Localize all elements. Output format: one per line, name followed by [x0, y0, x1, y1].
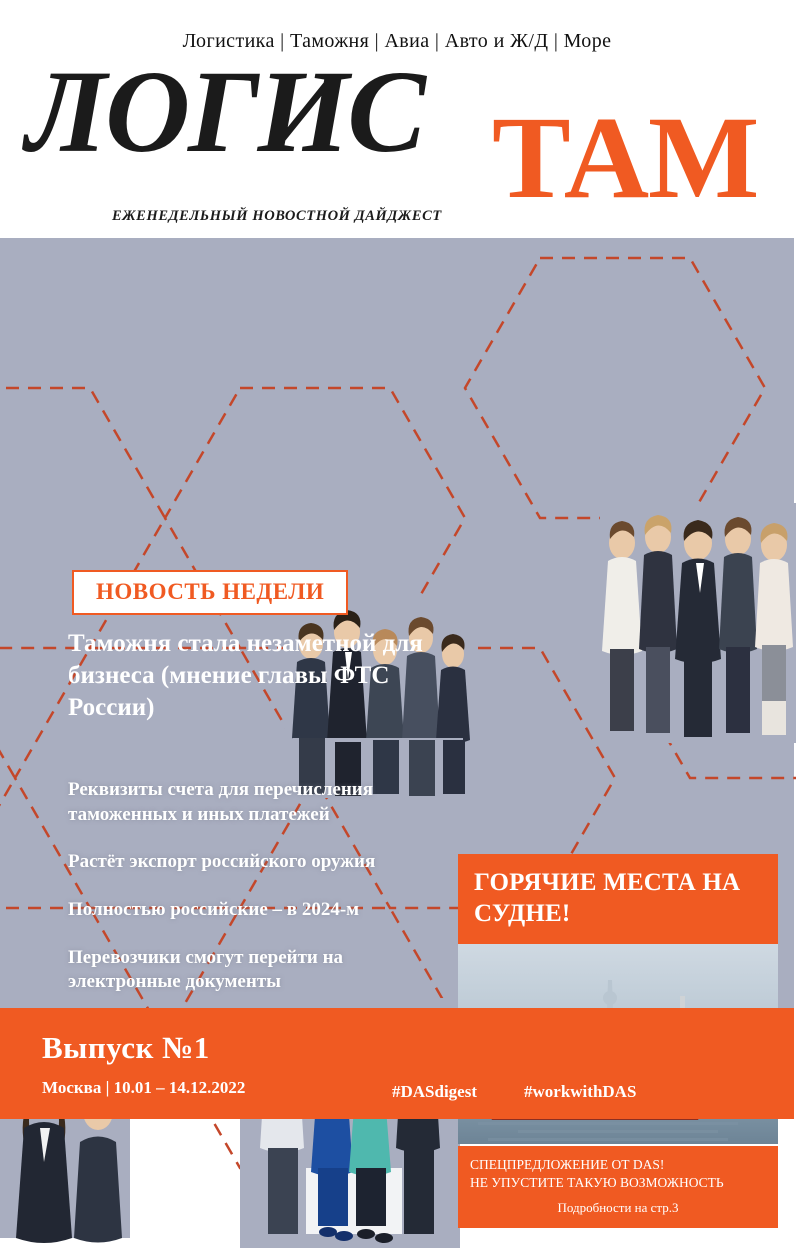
- cover-headline: Таможня стала незаметной для бизнеса (мнение главы ФТС России): [68, 630, 423, 721]
- masthead: [0, 0, 794, 238]
- photo-team-top-right: [600, 503, 796, 743]
- list-item[interactable]: Растёт экспорт российского оружия: [68, 851, 376, 873]
- issue-number: Выпуск №1: [42, 1030, 210, 1065]
- logo-text-accent: ТАМ: [492, 92, 759, 223]
- special-offer-detail: Подробности на стр.3: [557, 1200, 679, 1216]
- logo-text-primary: ЛОГИС: [26, 46, 424, 177]
- special-offer-block: [458, 1146, 778, 1228]
- list-item[interactable]: Реквизиты счета для перечисления таможенных и иных платежей: [68, 779, 374, 825]
- list-item[interactable]: Полностью российские – в 2024-м: [68, 899, 360, 921]
- category-line: Логистика | Таможня | Авиа | Авто и Ж/Д | Море: [182, 30, 612, 52]
- hashtag-workwithdas[interactable]: #workwithDAS: [524, 1082, 637, 1101]
- special-offer-line-2: НЕ УПУСТИТЕ ТАКУЮ ВОЗМОЖНОСТЬ: [470, 1175, 724, 1191]
- hot-offer-headline: ГОРЯЧИЕ МЕСТА НА СУДНЕ!: [458, 854, 778, 945]
- footer-bar: [0, 1008, 794, 1119]
- special-offer-line-1: СПЕЦПРЕДЛОЖЕНИЕ ОТ DAS!: [470, 1157, 665, 1172]
- place-and-date: Москва | 10.01 – 14.12.2022: [42, 1078, 246, 1097]
- list-item[interactable]: Перевозчики смогут перейти на электронные документы: [68, 946, 344, 993]
- news-of-week-badge: НОВОСТЬ НЕДЕЛИ: [72, 570, 348, 615]
- hashtag-dasdigest[interactable]: #DASdigest: [392, 1082, 478, 1101]
- masthead-subtitle: ЕЖЕНЕДЕЛЬНЫЙ НОВОСТНОЙ ДАЙДЖЕСТ: [112, 208, 442, 224]
